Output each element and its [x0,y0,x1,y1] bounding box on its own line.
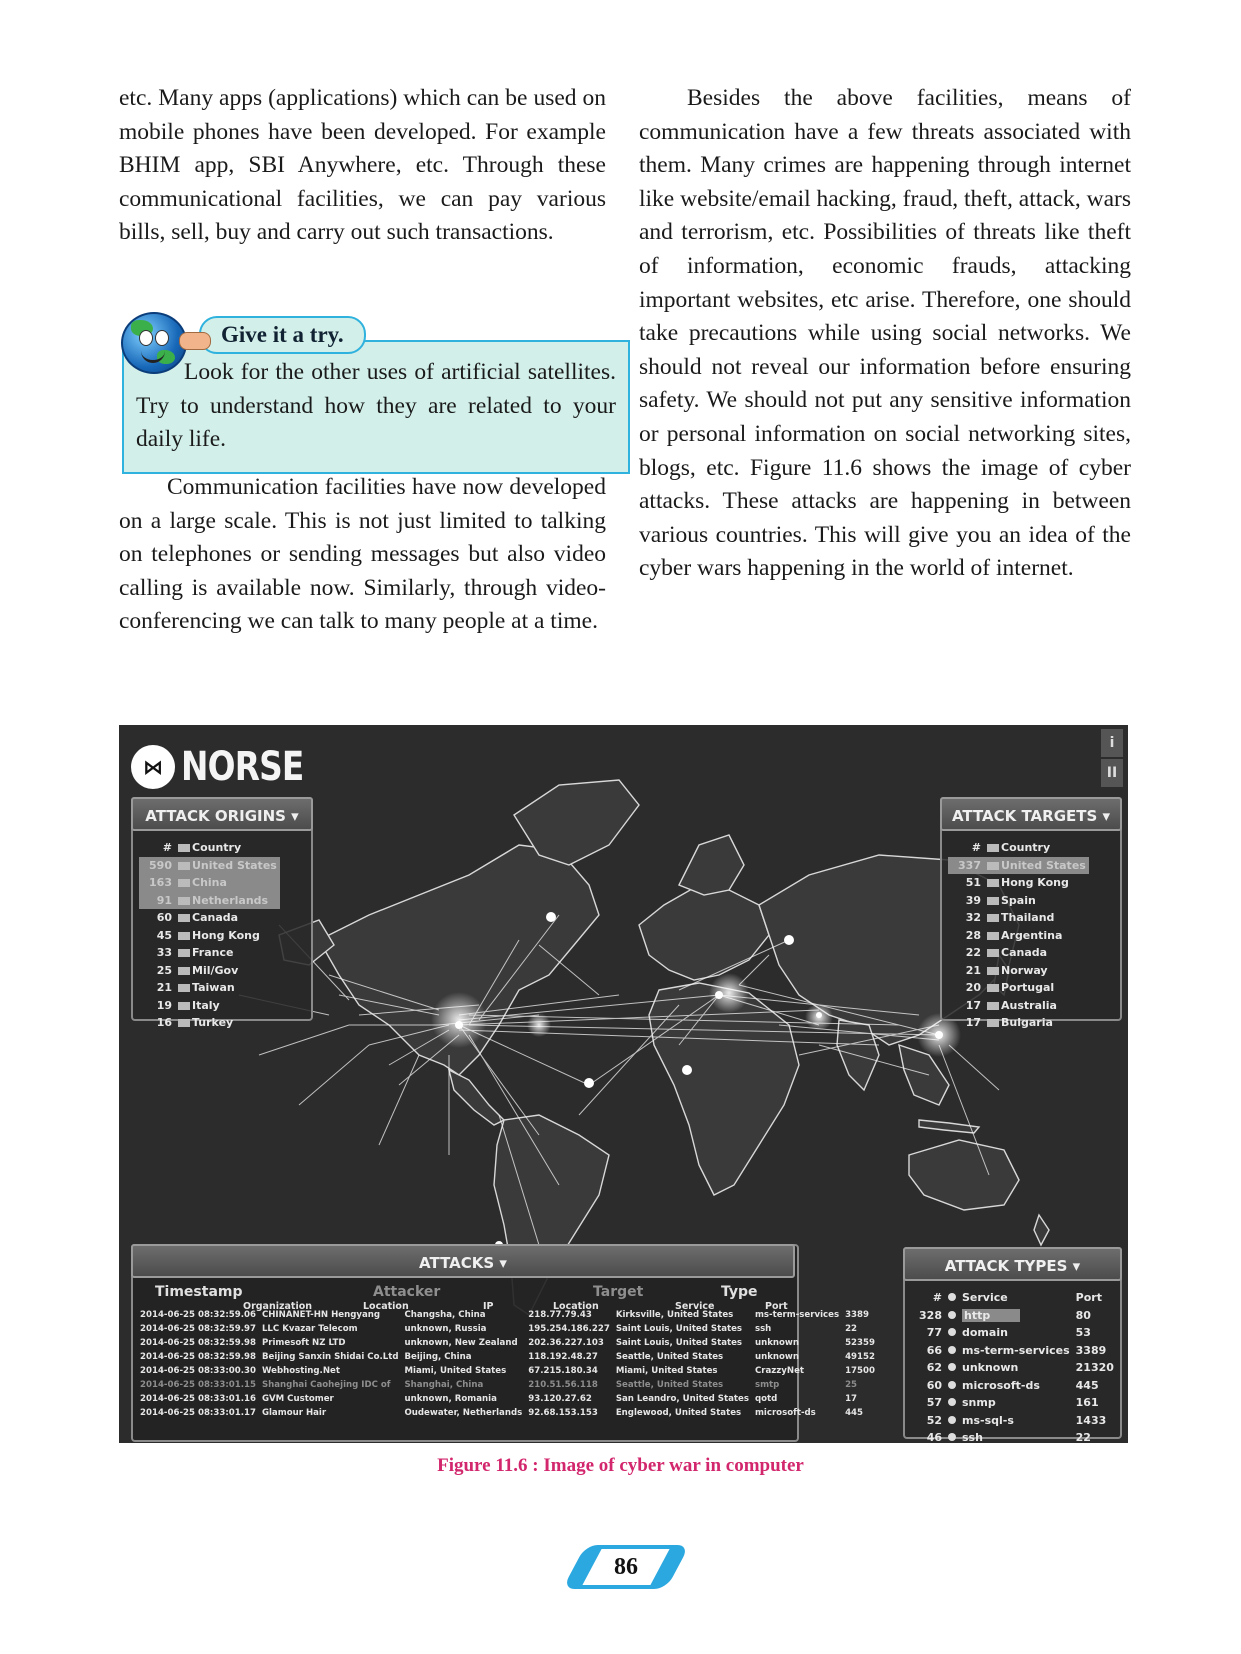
attack-ip: 210.51.56.118 [528,1380,598,1390]
attack-port: 49152 [845,1352,875,1362]
origins-country: Taiwan [192,981,235,994]
figure-caption: Figure 11.6 : Image of cyber war in computer [437,1455,804,1476]
attack-row [137,1392,878,1406]
dot-icon [948,1381,956,1389]
attack-type-count: 66 [926,1343,942,1357]
attack-port: 17 [845,1394,858,1404]
attack-types-panel [903,1247,1122,1443]
targets-row [948,892,1089,910]
attack-service: microsoft-ds [754,1408,816,1418]
attack-ip: 118.192.48.27 [528,1352,598,1362]
attack-type-service-cell [945,1359,1073,1377]
attack-targets-table [948,839,1089,1032]
targets-row [948,944,1089,962]
targets-row [948,979,1089,997]
attack-targets-header[interactable]: ATTACK TARGETS ▾ [940,797,1122,831]
attack-target-location: Englewood, United States [615,1408,742,1418]
origins-count: 45 [156,928,172,942]
origins-row [139,909,280,927]
attack-attacker-location: unknown, Russia [404,1324,487,1334]
attack-service: smtp [754,1380,780,1390]
origins-country-cell [175,1014,280,1032]
timestamp-heading: Timestamp [155,1284,243,1300]
origins-row [139,927,280,945]
try-box-text: Look for the other uses of artificial satellites. Try to understand how they are related to your daily life. [136,359,616,453]
attack-organization: GVM Customer [261,1394,334,1404]
origins-count: 163 [149,876,172,889]
attack-ip: 202.36.227.103 [528,1338,604,1348]
targets-count: 17 [965,998,981,1012]
flag-icon [178,879,190,887]
attack-ip: 195.254.186.227 [528,1324,610,1334]
dot-icon [948,1416,956,1424]
type-heading: Type [721,1284,758,1300]
attack-row [137,1350,878,1364]
flag-icon [178,967,190,975]
attack-type-service: domain [962,1326,1008,1339]
attack-targets-panel [940,797,1122,1029]
attack-attacker-location: Changsha, China [404,1310,486,1320]
flag-icon [987,967,999,975]
attack-type-service-cell [945,1412,1073,1430]
dot-icon [948,1293,956,1301]
flag-icon [987,1019,999,1027]
dot-icon [948,1363,956,1371]
origins-count: 19 [156,998,172,1012]
origins-country-header [175,839,280,857]
attack-type-service: ssh [962,1431,983,1443]
attack-service: CrazzyNet [754,1366,805,1376]
origins-country-cell [175,892,280,910]
attack-row [137,1308,878,1322]
attack-type-service: http [962,1309,1020,1322]
attack-organization: Primesoft NZ LTD [261,1338,346,1348]
dot-icon [948,1346,956,1354]
origins-country: Hong Kong [192,928,260,942]
origins-country-cell [175,874,280,892]
attack-organization: CHINANET-HN Hengyang [261,1310,381,1320]
dot-icon [948,1328,956,1336]
attack-type-row [909,1377,1117,1395]
left-paragraph-1: etc. Many apps (applications) which can be used on mobile phones have been developed. For example BHIM app, SBI Anywhere, etc. Through these communicational facilities, we can pay various bills, sell, buy and carry out such transactions. [119,85,606,246]
flag-icon [178,984,190,992]
targets-count: 337 [958,858,981,872]
targets-country: Canada [1001,946,1048,959]
targets-row [948,997,1089,1015]
targets-row [948,909,1089,927]
targets-country-cell [984,1014,1089,1032]
targets-country-label: Country [1001,841,1051,854]
attack-attacker-location: unknown, Romania [404,1394,497,1404]
origins-country: France [192,946,234,959]
page-number-badge [574,1545,678,1589]
attack-type-row [909,1429,1117,1443]
attack-types-header[interactable]: ATTACK TYPES ▾ [903,1247,1122,1281]
target-heading: Target [593,1284,644,1300]
attack-type-service: ms-sql-s [962,1413,1014,1427]
origins-num-header: # [162,841,172,854]
origins-row [139,944,280,962]
attack-row [137,1406,878,1420]
attack-type-port: 3389 [1075,1343,1107,1357]
attack-attacker-location: unknown, New Zealand [404,1338,518,1348]
attack-types-table [909,1289,1117,1443]
flag-icon [987,949,999,957]
origins-row [139,857,280,875]
attack-service: unknown [754,1338,799,1348]
attack-timestamp: 2014-06-25 08:32:59.98 [140,1338,256,1348]
flag-icon [987,984,999,992]
origins-row [139,1014,280,1032]
flag-icon [987,844,999,852]
globe-mascot-icon [121,312,187,374]
targets-count: 22 [965,946,981,959]
attack-type-service: snmp [962,1396,996,1409]
attack-type-port: 21320 [1075,1361,1114,1374]
attack-type-service-cell [945,1429,1073,1443]
targets-country-cell [984,944,1089,962]
targets-country-cell [984,997,1089,1015]
targets-country-cell [984,979,1089,997]
attack-timestamp: 2014-06-25 08:33:01.15 [140,1380,256,1390]
flag-icon [178,1002,190,1010]
origins-row [139,892,280,910]
attack-timestamp: 2014-06-25 08:33:00.30 [140,1366,256,1376]
targets-count: 32 [965,911,981,924]
try-box-body [122,340,630,474]
attack-type-count: 328 [919,1308,942,1322]
attack-type-port: 161 [1075,1396,1099,1409]
attack-port: 17500 [845,1366,875,1376]
targets-num-header: # [971,841,981,854]
attack-timestamp: 2014-06-25 08:33:01.17 [140,1408,256,1418]
targets-count: 51 [965,876,981,889]
attacks-header[interactable]: ATTACKS ▾ [131,1244,795,1278]
attack-target-location: San Leandro, United States [615,1394,749,1404]
attack-row [137,1322,878,1336]
origins-row [139,962,280,980]
targets-row [948,857,1089,875]
attack-type-service-cell [945,1394,1073,1412]
targets-country-cell [984,962,1089,980]
attack-target-location: Miami, United States [615,1366,718,1376]
attack-timestamp: 2014-06-25 08:32:59.97 [140,1324,256,1334]
attack-type-count: 57 [926,1396,942,1409]
targets-count: 28 [965,928,981,942]
attack-row [137,1336,878,1350]
targets-country-cell [984,909,1089,927]
service-col-header: Service [675,1301,715,1312]
attack-timestamp: 2014-06-25 08:32:59.06 [140,1310,256,1320]
origins-count: 60 [156,911,172,924]
attack-type-count: 46 [926,1431,942,1443]
attack-type-port: 22 [1075,1431,1091,1443]
targets-count: 17 [965,1016,981,1029]
right-column [639,82,1131,586]
attack-row [137,1378,878,1392]
origins-count: 33 [156,946,172,959]
pause-button[interactable]: II [1101,759,1123,787]
attack-service: qotd [754,1394,778,1404]
flag-icon [178,862,190,870]
attack-type-service: microsoft-ds [962,1378,1040,1392]
origins-row [139,997,280,1015]
attacker-heading: Attacker [373,1284,441,1300]
origins-country-cell [175,909,280,927]
attack-port: 22 [845,1324,858,1334]
left-column-lower [119,471,606,639]
types-service-header [945,1289,1073,1307]
origins-row [139,874,280,892]
port-col-header: Port [765,1301,788,1312]
flag-icon [178,949,190,957]
attack-type-service-cell [945,1324,1073,1342]
attack-service: ms-term-services [754,1310,840,1320]
norse-logo-text: NORSE [181,744,304,790]
origins-country-cell [175,962,280,980]
attack-timestamp: 2014-06-25 08:33:01.16 [140,1394,256,1404]
flag-icon [178,1019,190,1027]
dot-icon [948,1398,956,1406]
attack-row [137,1364,878,1378]
attack-type-row [909,1359,1117,1377]
attack-organization: Glamour Hair [261,1408,327,1418]
attack-type-port: 1433 [1075,1413,1107,1427]
attack-type-service: unknown [962,1361,1019,1374]
origins-country-cell [175,857,280,875]
targets-country-cell [984,874,1089,892]
origins-country: Canada [192,911,239,924]
origins-country-cell [175,927,280,945]
origins-count: 590 [149,858,172,872]
attack-target-location: Saint Louis, United States [615,1324,743,1334]
flag-icon [987,1002,999,1010]
attack-port: 445 [845,1408,864,1418]
attack-type-service-cell [945,1377,1073,1395]
targets-row [948,927,1089,945]
flag-icon [178,844,190,852]
dot-icon [948,1311,956,1319]
dot-icon [948,1433,956,1441]
targets-country: Thailand [1001,911,1055,924]
targets-row [948,1014,1089,1032]
targets-count: 39 [965,893,981,907]
targets-country: Australia [1001,998,1057,1012]
attack-type-service-cell [945,1342,1073,1360]
organization-col-header: Organization [243,1301,313,1312]
attack-type-count: 62 [926,1361,942,1374]
origins-count: 16 [156,1016,172,1029]
attack-timestamp: 2014-06-25 08:32:59.98 [140,1352,256,1362]
origins-country: Turkey [192,1016,234,1029]
pointing-hand-icon [179,332,211,350]
targets-count: 21 [965,963,981,977]
attack-attacker-location: Oudewater, Netherlands [404,1408,523,1418]
try-box-title: Give it a try. [199,316,366,354]
attack-attacker-location: Shanghai, China [404,1380,484,1390]
flag-icon [987,862,999,870]
targets-country-header [984,839,1089,857]
attack-type-count: 77 [926,1326,942,1339]
attack-type-service-cell [945,1307,1073,1325]
targets-row [948,962,1089,980]
norse-logo [131,739,330,795]
targets-country: Norway [1001,963,1048,977]
attack-type-row [909,1307,1117,1325]
attacks-panel [131,1244,875,1442]
cyber-attack-map-figure [119,725,1128,1443]
attack-target-location: Seattle, United States [615,1380,724,1390]
give-it-a-try-box [119,312,616,490]
attack-origins-table [139,839,280,1032]
origins-country: Netherlands [192,893,269,907]
attack-ip: 218.77.79.43 [528,1310,592,1320]
left-paragraph-2: Communication facilities have now developed on a large scale. This is not just limited to talking on telephones or sending messages but also video calling is available now. Similarly, through video-conferencing we can talk to many people at a time. [119,474,606,635]
right-paragraph-1: Besides the above facilities, means of communication have a few threats associated with them. Many crimes are happening through internet like website/email hacking, fraud, theft, attack, wars and terrorism, etc. Possibilities of threats like theft of information, economic frauds, attacking important websites, etc arise. Therefore, one should take precautions while using social networks. We should not reveal our information before ensuring safety. We should not put any sensitive information or personal information on social networking sites, blogs, etc. Figure 11.6 shows the image of cyber attacks. These attacks are happening in between various countries. This will give you an idea of the cyber wars happening in the world of internet. [639,85,1132,582]
attack-type-row [909,1324,1117,1342]
flag-icon [178,897,190,905]
origins-country-cell [175,979,280,997]
flag-icon [987,879,999,887]
attack-type-row [909,1412,1117,1430]
targets-count: 20 [965,981,981,994]
targets-country: Portugal [1001,981,1055,994]
attack-type-count: 52 [926,1413,942,1427]
attack-type-row [909,1342,1117,1360]
attack-ip: 67.215.180.34 [528,1366,598,1376]
attack-type-port: 53 [1075,1326,1091,1339]
origins-country-label: Country [192,841,242,854]
attack-type-port: 80 [1075,1308,1091,1322]
ip-col-header: IP [483,1301,494,1312]
attack-organization: LLC Kvazar Telecom [261,1324,358,1334]
attack-organization: Beijing Sanxin Shidai Co.Ltd [261,1352,399,1362]
attack-origins-panel [131,797,313,1029]
attack-type-service: ms-term-services [962,1343,1070,1357]
left-column [119,82,606,250]
info-button[interactable]: i [1101,729,1123,757]
flag-icon [178,932,190,940]
attack-port: 3389 [845,1310,869,1320]
types-service-label: Service [962,1291,1008,1304]
attacks-table [137,1308,878,1420]
location-col-header: Location [363,1301,409,1312]
attack-type-port: 445 [1075,1378,1099,1392]
targets-row [948,874,1089,892]
targets-country-cell [984,927,1089,945]
attack-ip: 93.120.27.62 [528,1394,592,1404]
targets-country-cell [984,892,1089,910]
attack-target-location: Saint Louis, United States [615,1338,743,1348]
attack-organization: Webhosting.Net [261,1366,340,1376]
attack-target-location: Seattle, United States [615,1352,724,1362]
flag-icon [987,914,999,922]
types-port-header: Port [1075,1291,1102,1304]
targets-country: Spain [1001,893,1036,907]
origins-country: Mil/Gov [192,963,239,977]
norse-logo-icon: ⋈ [131,745,175,789]
attack-port: 25 [845,1380,858,1390]
attack-ip: 92.68.153.153 [528,1408,598,1418]
attack-service: ssh [754,1324,772,1334]
targets-country: United States [1001,858,1086,872]
origins-country: United States [192,858,277,872]
origins-country: China [192,876,227,889]
attack-type-count: 60 [926,1378,942,1392]
origins-count: 25 [156,963,172,977]
targets-country-cell [984,857,1089,875]
attack-target-location: Kirksville, United States [615,1310,734,1320]
origins-row [139,979,280,997]
attack-attacker-location: Miami, United States [404,1366,507,1376]
flag-icon [987,897,999,905]
attack-service: unknown [754,1352,799,1362]
attack-organization: Shanghai Caohejing IDC of [261,1380,391,1390]
targets-country: Argentina [1001,928,1063,942]
origins-country-cell [175,944,280,962]
origins-country: Italy [192,998,220,1012]
flag-icon [178,914,190,922]
targets-country: Hong Kong [1001,876,1069,889]
attack-origins-header[interactable]: ATTACK ORIGINS ▾ [131,797,313,831]
flag-icon [987,932,999,940]
page-number: 86 [614,1554,638,1580]
attack-attacker-location: Beijing, China [404,1352,472,1362]
attack-port: 52359 [845,1338,875,1348]
origins-country-cell [175,997,280,1015]
target-location-col-header: Location [553,1301,599,1312]
types-num-header: # [932,1291,942,1304]
origins-count: 21 [156,981,172,994]
origins-count: 91 [156,893,172,907]
attack-type-row [909,1394,1117,1412]
targets-country: Bulgaria [1001,1016,1053,1029]
